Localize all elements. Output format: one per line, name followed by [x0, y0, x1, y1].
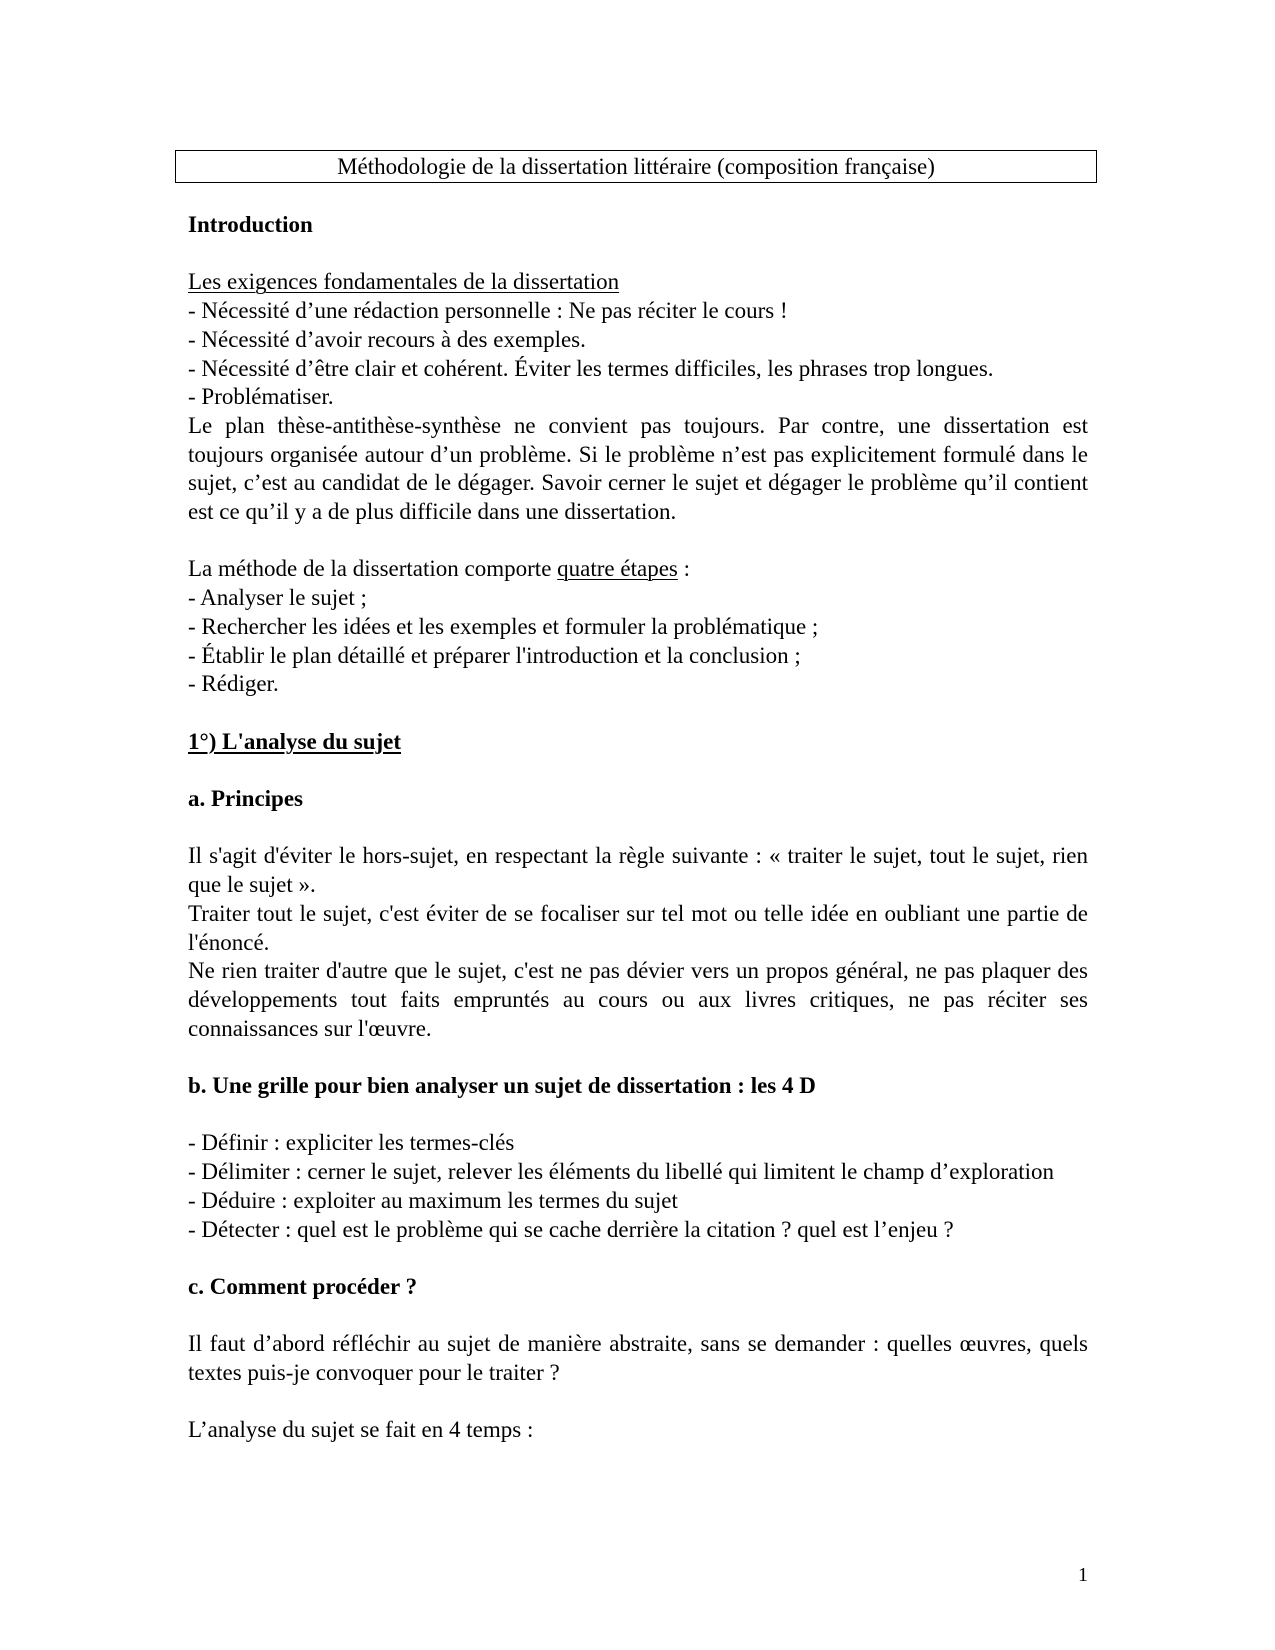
exigence-item: - Nécessité d’être clair et cohérent. Éviter les termes difficiles, les phrases trop longues.: [188, 355, 994, 381]
grille-item: - Délimiter : cerner le sujet, relever les éléments du libellé qui limitent le champ d’exploration: [188, 1159, 1055, 1185]
methode-item: - Établir le plan détaillé et préparer l'introduction et la conclusion ;: [188, 642, 801, 668]
grille-item: - Déduire : exploiter au maximum les termes du sujet: [188, 1187, 678, 1213]
exigence-item: - Problématiser.: [188, 384, 334, 410]
spacer: [188, 527, 1088, 556]
document-title: Méthodologie de la dissertation littéraire (composition française): [337, 154, 935, 179]
spacer: [188, 1043, 1088, 1072]
methode-intro: La méthode de la dissertation comporte quatre étapes :: [188, 556, 690, 582]
spacer: [188, 1244, 1088, 1273]
subsection-a-heading: a. Principes: [188, 786, 303, 811]
quatre-etapes-emphasis: quatre étapes: [557, 556, 678, 582]
principes-paragraph: Ne rien traiter d'autre que le sujet, c'est ne pas dévier vers un propos général, ne pas plaquer des développements tout faits empruntés au cours ou aux livres critiques, ne pas réciter ses connaissances sur l'œuvre.: [188, 958, 1088, 1041]
grille-item: - Définir : expliciter les termes-clés: [188, 1130, 515, 1156]
exigences-heading: Les exigences fondamentales de la dissertation: [188, 269, 620, 295]
spacer: [188, 1302, 1088, 1331]
proceder-paragraph: Il faut d’abord réfléchir au sujet de manière abstraite, sans se demander : quelles œuvres, quels textes puis-je convoquer pour le traiter ?: [188, 1331, 1088, 1385]
exigence-item: - Nécessité d’avoir recours à des exemples.: [188, 326, 586, 352]
spacer: [188, 814, 1088, 843]
grille-item: - Détecter : quel est le problème qui se cache derrière la citation ? quel est l’enjeu ?: [188, 1216, 954, 1242]
spacer: [188, 1388, 1088, 1417]
document-body: [188, 211, 1088, 1445]
exigences-paragraph: Le plan thèse-antithèse-synthèse ne convient pas toujours. Par contre, une dissertation est toujours organisée autour d’un problème. Si le problème n’est pas explicitement formulé dans le sujet, c’est au candidat de le dégager. Savoir cerner le sujet et dégager le problème qu’il contient est ce qu’il y a de plus difficile dans une dissertation.: [188, 412, 1088, 525]
principes-paragraph: Il s'agit d'éviter le hors-sujet, en respectant la règle suivante : « traiter le sujet, tout le sujet, rien que le sujet ».: [188, 843, 1088, 898]
spacer: [188, 699, 1088, 728]
spacer: [188, 240, 1088, 269]
exigence-item: - Nécessité d’une rédaction personnelle : Ne pas réciter le cours !: [188, 298, 788, 324]
methode-item: - Rechercher les idées et les exemples et formuler la problématique ;: [188, 613, 819, 639]
methode-item: - Analyser le sujet ;: [188, 585, 367, 611]
subsection-c-heading: c. Comment procéder ?: [188, 1273, 418, 1299]
section-1-heading: 1°) L'analyse du sujet: [188, 728, 402, 754]
principes-paragraph: Traiter tout le sujet, c'est éviter de se focaliser sur tel mot ou telle idée en oubliant une partie de l'énoncé.: [188, 900, 1088, 955]
document-title-box: [175, 150, 1097, 183]
spacer: [188, 756, 1088, 785]
proceder-paragraph: L’analyse du sujet se fait en 4 temps :: [188, 1417, 534, 1443]
methode-item: - Rédiger.: [188, 671, 279, 697]
introduction-heading: Introduction: [188, 212, 313, 237]
subsection-b-heading: b. Une grille pour bien analyser un sujet de dissertation : les 4 D: [188, 1073, 816, 1098]
page-number: 1: [1078, 1564, 1088, 1586]
spacer: [188, 1101, 1088, 1130]
